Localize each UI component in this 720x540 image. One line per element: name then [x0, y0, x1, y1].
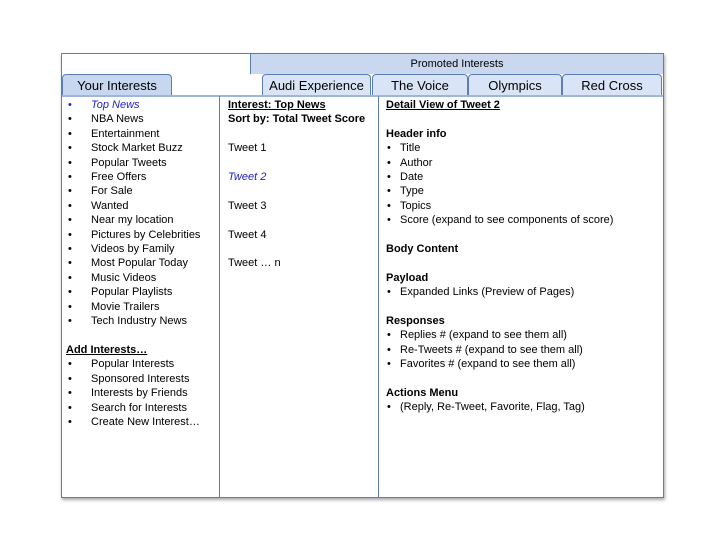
payload-list: [386, 285, 661, 299]
column-divider: [219, 96, 220, 497]
score-item[interactable]: • Score (expand to see components of score): [386, 213, 661, 227]
favorites-item[interactable]: • Favorites # (expand to see them all): [386, 357, 661, 371]
add-interest-item[interactable]: • Create New Interest…: [66, 415, 216, 429]
column-divider: [378, 96, 379, 497]
interest-item[interactable]: • Stock Market Buzz: [66, 141, 216, 155]
interest-item[interactable]: • For Sale: [66, 184, 216, 198]
detail-header: Detail View of Tweet 2: [386, 99, 500, 111]
tweet-item-selected[interactable]: Tweet 2: [228, 171, 267, 183]
add-interests-list: [66, 357, 216, 429]
replies-item[interactable]: • Replies # (expand to see them all): [386, 328, 661, 342]
header-info-title: Header info: [386, 127, 447, 140]
interest-item[interactable]: • Popular Playlists: [66, 285, 216, 299]
interest-item[interactable]: • Entertainment: [66, 127, 216, 141]
interest-item[interactable]: • Wanted: [66, 199, 216, 213]
tweet-item[interactable]: Tweet … n: [228, 257, 281, 270]
body-content-title: Body Content: [386, 243, 459, 256]
promoted-interests-header: Promoted Interests: [250, 53, 664, 74]
interest-item[interactable]: • NBA News: [66, 112, 216, 126]
retweets-item[interactable]: • Re-Tweets # (expand to see them all): [386, 343, 661, 357]
add-interests-header: Add Interests…: [66, 343, 148, 356]
payload-title: Payload: [386, 271, 429, 284]
interest-item[interactable]: • Music Videos: [66, 271, 216, 285]
interest-item[interactable]: • Videos by Family: [66, 242, 216, 256]
tab-the-voice[interactable]: The Voice: [372, 74, 468, 95]
interest-item[interactable]: • Movie Trailers: [66, 300, 216, 314]
add-interest-item[interactable]: • Search for Interests: [66, 401, 216, 415]
interest-item[interactable]: • Tech Industry News: [66, 314, 216, 328]
tab-red-cross[interactable]: Red Cross: [562, 74, 662, 95]
interest-item[interactable]: • Most Popular Today: [66, 256, 216, 270]
header-info-item: • Date: [386, 170, 661, 184]
tab-your-interests[interactable]: Your Interests: [62, 74, 172, 95]
interest-item-top-news[interactable]: • Top News: [66, 98, 216, 112]
tab-audi-experience[interactable]: Audi Experience: [262, 74, 371, 95]
header-info-item: • Author: [386, 156, 661, 170]
interest-item[interactable]: • Free Offers: [66, 170, 216, 184]
actions-menu-title: Actions Menu: [386, 387, 459, 400]
interests-column: [66, 98, 216, 540]
payload-item[interactable]: • Expanded Links (Preview of Pages): [386, 285, 661, 299]
header-info-item: • Type: [386, 184, 661, 198]
tweet-item[interactable]: Tweet 1: [228, 142, 267, 155]
header-info-item: • Topics: [386, 199, 661, 213]
responses-list: [386, 328, 661, 371]
tweet-item[interactable]: Tweet 3: [228, 199, 267, 212]
interest-item[interactable]: • Pictures by Celebrities: [66, 228, 216, 242]
responses-title: Responses: [386, 315, 445, 328]
sort-label[interactable]: Sort by: Total Tweet Score: [228, 113, 366, 126]
add-interest-item[interactable]: • Interests by Friends: [66, 386, 216, 400]
actions-list: [386, 400, 661, 414]
tab-underline: [62, 95, 663, 97]
add-interest-item[interactable]: • Sponsored Interests: [66, 372, 216, 386]
actions-item[interactable]: • (Reply, Re-Tweet, Favorite, Flag, Tag): [386, 400, 661, 414]
interest-item[interactable]: • Popular Tweets: [66, 156, 216, 170]
header-info-item: • Title: [386, 141, 661, 155]
interest-header: Interest: Top News: [228, 99, 326, 111]
add-interest-item[interactable]: • Popular Interests: [66, 357, 216, 371]
tweet-item[interactable]: Tweet 4: [228, 228, 267, 241]
tab-olympics[interactable]: Olympics: [468, 74, 562, 95]
detail-column: [386, 98, 661, 540]
interest-list: [66, 98, 216, 329]
header-info-list: [386, 141, 661, 227]
tweets-column: [228, 98, 378, 540]
interest-item[interactable]: • Near my location: [66, 213, 216, 227]
